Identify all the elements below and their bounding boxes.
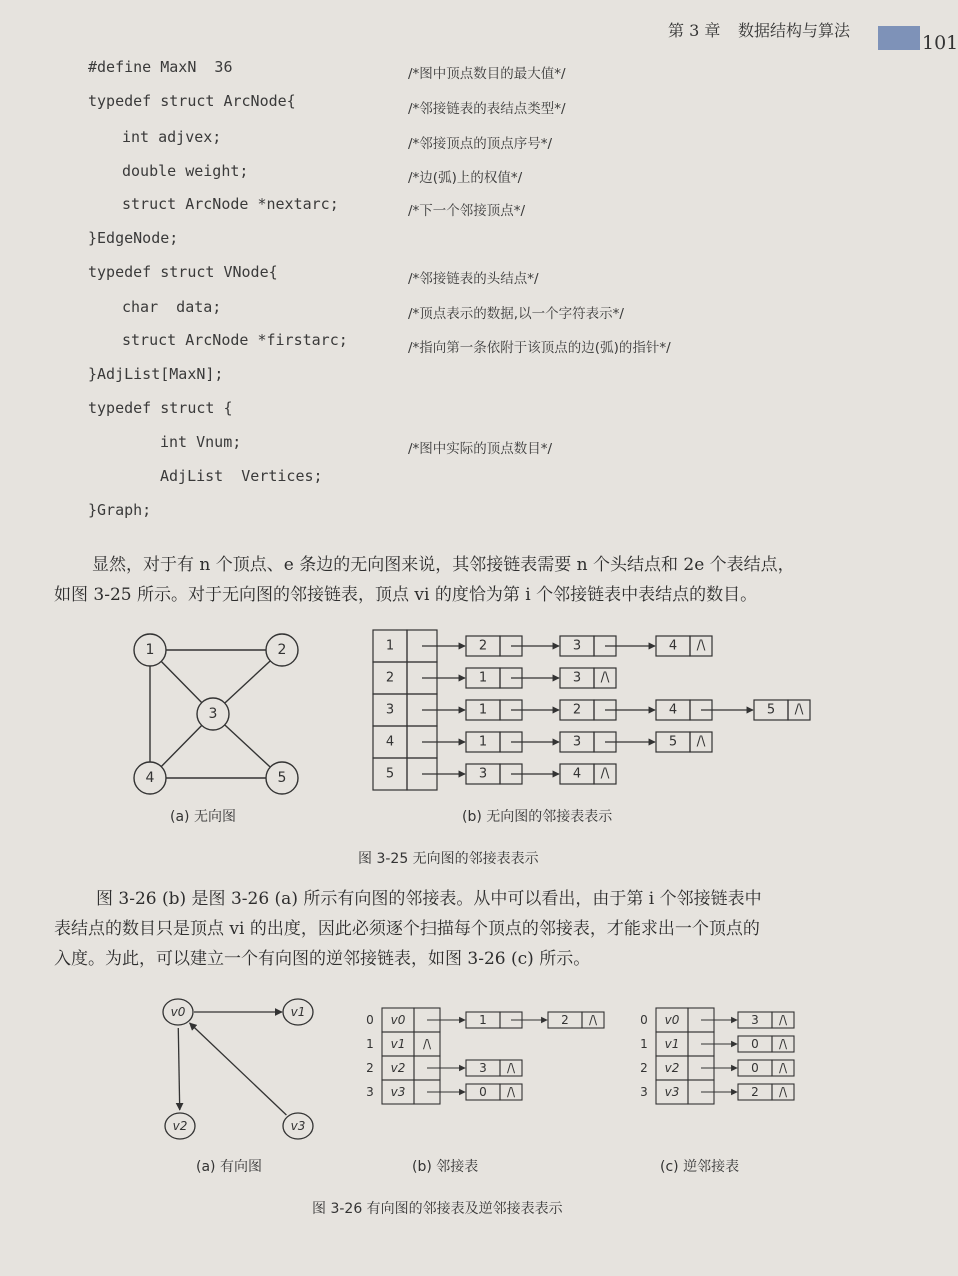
code-comment: /*指向第一条依附于该顶点的边(弧)的指针*/ xyxy=(408,340,671,356)
null-pointer-label: /\ xyxy=(794,702,804,718)
paragraph-line: 入度。为此，可以建立一个有向图的逆邻接链表，如图 3-26 (c) 所示。 xyxy=(54,949,591,969)
code-line: typedef struct ArcNode{ xyxy=(88,92,296,110)
graph-node-label: v3 xyxy=(290,1119,306,1133)
node-data-label: 4 xyxy=(668,638,678,654)
paragraph-line: 如图 3-25 所示。对于无向图的邻接链表，顶点 vi 的度恰为第 i 个邻接链表中表结点的数目。 xyxy=(54,585,758,605)
head-data-label: v2 xyxy=(390,1061,406,1075)
code-comment: /*图中顶点数目的最大值*/ xyxy=(408,66,566,82)
header-bar xyxy=(878,26,920,50)
page-number: 101 xyxy=(922,32,958,54)
node-data-label: 0 xyxy=(751,1061,759,1075)
node-data-label: 5 xyxy=(668,734,678,750)
head-data-label: 2 xyxy=(385,670,395,686)
paragraph-line: 图 3-26 (b) 是图 3-26 (a) 所示有向图的邻接表。从中可以看出，由于第 i 个邻接链表中 xyxy=(96,889,762,909)
node-data-label: 2 xyxy=(478,638,488,654)
head-data-label: v1 xyxy=(390,1037,406,1051)
graph-node-label: v0 xyxy=(170,1005,186,1019)
graph-node-label: 3 xyxy=(208,706,218,722)
paragraph-line: 表结点的数目只是顶点 vi 的出度，因此必须逐个扫描每个顶点的邻接表，才能求出一个顶点的 xyxy=(54,919,760,939)
row-index: 3 xyxy=(366,1085,374,1099)
code-comment: /*邻接链表的表结点类型*/ xyxy=(408,101,566,117)
node-data-label: 1 xyxy=(478,670,488,686)
null-pointer-label: /\ xyxy=(422,1037,432,1051)
graph-edge xyxy=(225,725,271,767)
code-line: typedef struct VNode{ xyxy=(88,263,278,281)
null-pointer-label: /\ xyxy=(778,1085,788,1099)
figure-3-25 xyxy=(0,620,952,820)
code-line: int Vnum; xyxy=(160,433,242,451)
code-line: int adjvex; xyxy=(122,128,222,146)
null-pointer-label: /\ xyxy=(600,670,610,686)
graph-node-label: 1 xyxy=(145,642,155,658)
row-index: 2 xyxy=(366,1061,374,1075)
code-line: double weight; xyxy=(122,162,249,180)
code-line: struct ArcNode *firstarc; xyxy=(122,331,348,349)
row-index: 0 xyxy=(640,1013,648,1027)
caption-3-26b: (b) 邻接表 xyxy=(412,1159,479,1175)
figure-caption-3-25: 图 3-25 无向图的邻接表表示 xyxy=(358,851,539,867)
node-data-label: 0 xyxy=(479,1085,487,1099)
code-comment: /*顶点表示的数据,以一个字符表示*/ xyxy=(408,306,624,322)
node-data-label: 3 xyxy=(572,670,582,686)
code-line: }AdjList[MaxN]; xyxy=(88,365,224,383)
code-line: char data; xyxy=(122,298,222,316)
code-line: typedef struct { xyxy=(88,399,233,417)
caption-3-26a: (a) 有向图 xyxy=(196,1159,262,1175)
null-pointer-label: /\ xyxy=(778,1037,788,1051)
code-comment: /*边(弧)上的权值*/ xyxy=(408,170,523,186)
row-index: 1 xyxy=(640,1037,648,1051)
null-pointer-label: /\ xyxy=(600,766,610,782)
row-index: 3 xyxy=(640,1085,648,1099)
node-data-label: 2 xyxy=(572,702,582,718)
row-index: 1 xyxy=(366,1037,374,1051)
code-line: }EdgeNode; xyxy=(88,229,179,247)
head-data-label: v0 xyxy=(664,1013,680,1027)
node-data-label: 5 xyxy=(766,702,776,718)
code-line: #define MaxN 36 xyxy=(88,58,233,76)
paragraph-line: 显然，对于有 n 个顶点、e 条边的无向图来说，其邻接链表需要 n 个头结点和 2e 个表结点， xyxy=(92,555,795,575)
graph-edge xyxy=(190,1023,287,1115)
paragraph-1 xyxy=(54,550,912,610)
node-data-label: 1 xyxy=(478,734,488,750)
code-line: AdjList Vertices; xyxy=(160,467,323,485)
figure-3-26 xyxy=(0,990,952,1150)
node-data-label: 3 xyxy=(751,1013,759,1027)
node-data-label: 4 xyxy=(572,766,582,782)
node-data-label: 1 xyxy=(479,1013,487,1027)
node-data-label: 3 xyxy=(572,638,582,654)
null-pointer-label: /\ xyxy=(506,1085,516,1099)
null-pointer-label: /\ xyxy=(588,1013,598,1027)
graph-node-label: v2 xyxy=(172,1119,188,1133)
row-index: 0 xyxy=(366,1013,374,1027)
caption-3-26c: (c) 逆邻接表 xyxy=(660,1159,740,1175)
head-data-label: 3 xyxy=(385,702,395,718)
node-data-label: 2 xyxy=(561,1013,569,1027)
paragraph-2 xyxy=(54,884,916,974)
caption-3-25b: (b) 无向图的邻接表表示 xyxy=(462,809,613,825)
head-data-label: v3 xyxy=(390,1085,406,1099)
graph-edge xyxy=(178,1028,179,1110)
node-data-label: 1 xyxy=(478,702,488,718)
code-comment: /*图中实际的顶点数目*/ xyxy=(408,441,553,457)
graph-edge xyxy=(161,661,202,702)
head-data-label: v0 xyxy=(390,1013,406,1027)
graph-node-label: 2 xyxy=(277,642,287,658)
head-data-label: v1 xyxy=(664,1037,680,1051)
node-data-label: 3 xyxy=(572,734,582,750)
null-pointer-label: /\ xyxy=(506,1061,516,1075)
code-comment: /*下一个邻接顶点*/ xyxy=(408,203,526,219)
node-data-label: 2 xyxy=(751,1085,759,1099)
head-data-label: 4 xyxy=(385,734,395,750)
chapter-title: 数据结构与算法 xyxy=(738,21,851,40)
null-pointer-label: /\ xyxy=(696,638,706,654)
graph-node-label: 5 xyxy=(277,770,287,786)
graph-node-label: v1 xyxy=(290,1005,306,1019)
figure-caption-3-26: 图 3-26 有向图的邻接表及逆邻接表表示 xyxy=(312,1201,563,1217)
code-line: struct ArcNode *nextarc; xyxy=(122,195,339,213)
code-comment: /*邻接链表的头结点*/ xyxy=(408,271,539,287)
chapter-label: 第 3 章 xyxy=(668,21,721,40)
node-data-label: 0 xyxy=(751,1037,759,1051)
graph-edge xyxy=(225,661,271,703)
head-data-label: v2 xyxy=(664,1061,680,1075)
caption-3-25a: (a) 无向图 xyxy=(170,809,236,825)
null-pointer-label: /\ xyxy=(778,1013,788,1027)
code-comment: /*邻接顶点的顶点序号*/ xyxy=(408,136,553,152)
node-data-label: 4 xyxy=(668,702,678,718)
head-data-label: v3 xyxy=(664,1085,680,1099)
graph-edge xyxy=(161,725,202,766)
head-data-label: 1 xyxy=(385,638,395,654)
row-index: 2 xyxy=(640,1061,648,1075)
node-data-label: 3 xyxy=(479,1061,487,1075)
null-pointer-label: /\ xyxy=(778,1061,788,1075)
code-line: }Graph; xyxy=(88,501,152,519)
head-data-label: 5 xyxy=(385,766,395,782)
graph-node-label: 4 xyxy=(145,770,155,786)
null-pointer-label: /\ xyxy=(696,734,706,750)
node-data-label: 3 xyxy=(478,766,488,782)
page-header xyxy=(660,8,958,54)
